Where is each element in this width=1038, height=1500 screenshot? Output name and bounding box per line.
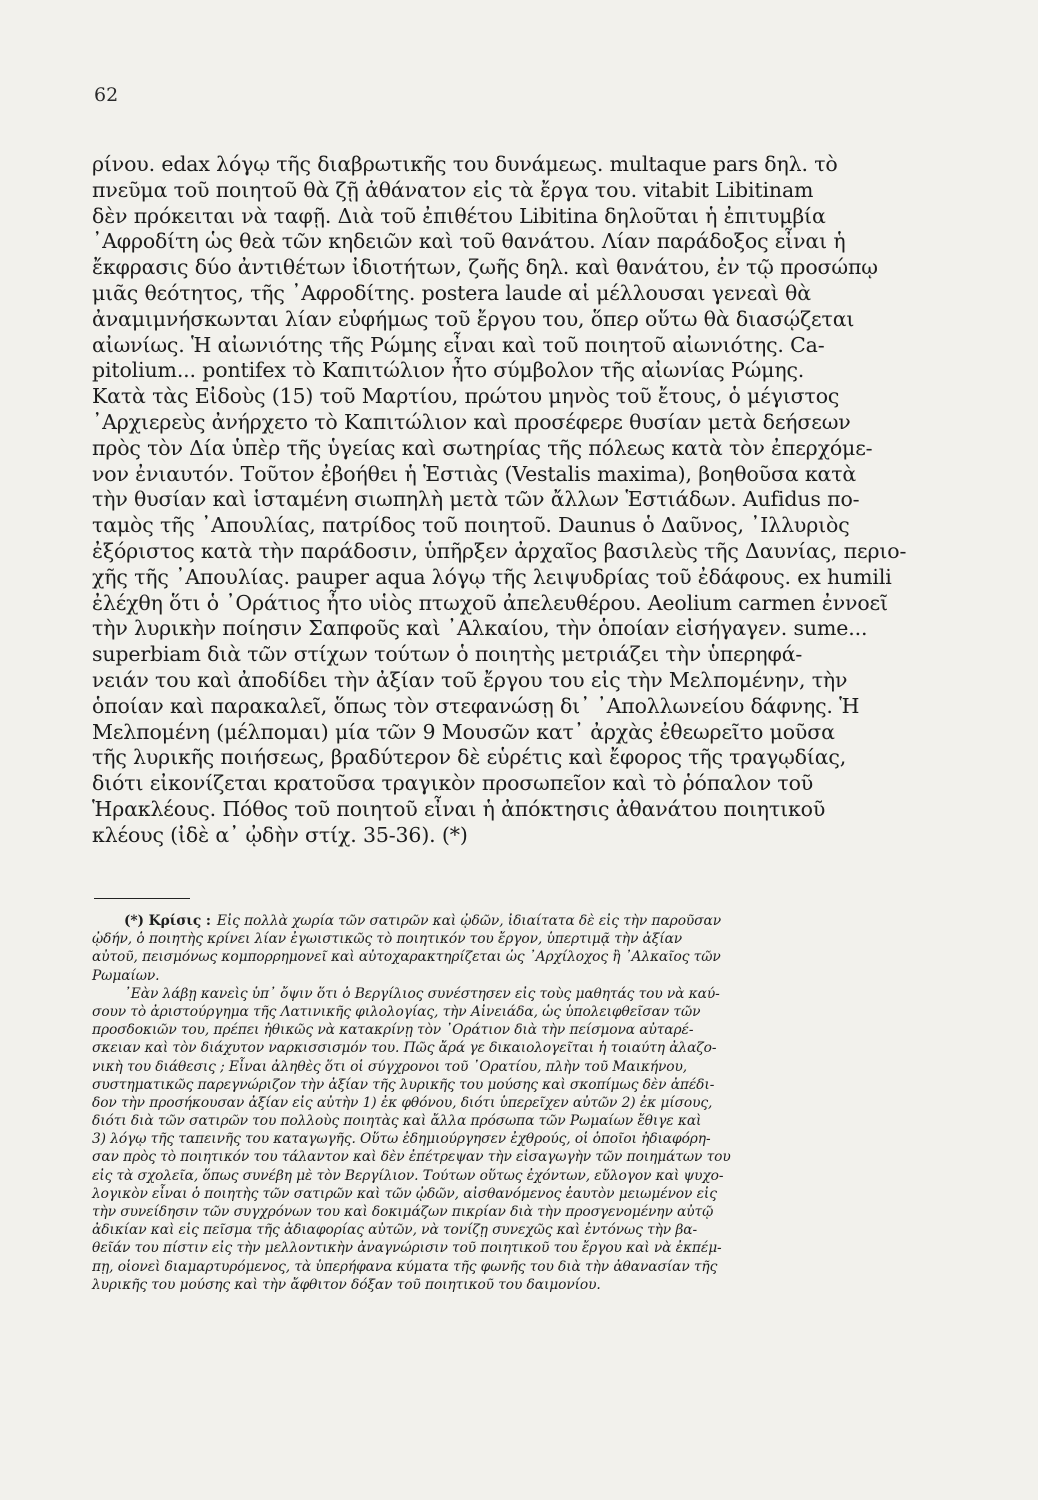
footnote-line: προσδοκιῶν του, πρέπει ἠθικῶς νὰ κατακρίνῃ τὸν ᾿Οράτιον διὰ τὴν πείσμονα αὐταρέ- [92,1022,694,1039]
footnote-line: πῃ, οἱονεὶ διαμαρτυρόμενος, τὰ ὑπερήφανα κύματα τῆς φωνῆς του διὰ τὴν ἀθανασίαν τῆς [92,1258,718,1275]
footnote-line: ἀδικίαν καὶ εἰς πεῖσμα τῆς ἀδιαφορίας αὐτῶν, νὰ τονίζῃ συνεχῶς καὶ ἐντόνως τὴν βα- [92,1222,698,1239]
text-line: ταμὸς τῆς ᾿Απουλίας, πατρίδος τοῦ ποιητοῦ. Daunus ὁ Δαῦνος, ᾿Ιλλυριὸς [92,513,850,538]
footnote-line: αὐτοῦ, πεισμόνως κομπορρημονεῖ καὶ αὐτοχαρακτηρίζεται ὡς ᾿Αρχίλοχος ἢ ᾿Αλκαῖος τῶν [92,949,721,966]
text-line: μιᾶς θεότητος, τῆς ᾿Αφροδίτης. postera laude αἱ μέλλουσαι γενεαὶ θὰ [92,280,811,305]
footnote-line [92,912,945,930]
footnote-line: λογικὸν εἶναι ὁ ποιητὴς τῶν σατιρῶν καὶ τῶν ᾠδῶν, αἰσθανόμενος ἑαυτὸν μειωμένον εἰς [92,1185,717,1202]
text-line: ἐξόριστος κατὰ τὴν παράδοσιν, ὑπῆρξεν ἀρχαῖος βασιλεὺς τῆς Δαυνίας, περιο- [92,538,907,563]
footnote-line: 3) λόγῳ τῆς ταπεινῆς του καταγωγῆς. Οὕτω ἐδημιούργησεν ἐχθρούς, οἱ ὁποῖοι ἠδιαφόρη- [92,1131,711,1148]
text-line: Κατὰ τὰς Εἰδοὺς (15) τοῦ Μαρτίου, πρώτου μηνὸς τοῦ ἔτους, ὁ μέγιστος [92,384,840,409]
text-line: πρὸς τὸν Δία ὑπὲρ τῆς ὑγείας καὶ σωτηρίας τῆς πόλεως κατὰ τὸν ἐπερχόμε- [92,435,873,460]
main-text [92,152,945,849]
text-line: superbiam διὰ τῶν στίχων τούτων ὁ ποιητὴς μετριάζει τὴν ὑπερηφά- [92,642,803,667]
text-line: χῆς τῆς ᾿Απουλίας. pauper aqua λόγῳ τῆς λειψυδρίας τοῦ ἐδάφους. ex humili [92,564,892,589]
footnote-line: λυρικῆς του μούσης καὶ τὴν ἄφθιτον δόξαν τοῦ ποιητικοῦ του δαιμονίου. [92,1276,601,1293]
text-line: ἐλέχθη ὅτι ὁ ᾿Οράτιος ἦτο υἱὸς πτωχοῦ ἀπελευθέρου. Aeolium carmen ἐννοεῖ [92,590,888,615]
footnote-block [92,912,945,1294]
footnote-line: τὴν συνείδησιν τῶν συγχρόνων του καὶ δοκιμάζων πικρίαν διὰ τὴν προσγενομένην αὐτῷ [92,1204,714,1220]
text-line: νον ἐνιαυτόν. Τοῦτον ἐβοήθει ἡ Ἑστιὰς (Vestalis maxima), βοηθοῦσα κατὰ [92,461,857,486]
page-number: 62 [94,84,119,106]
text-line: Μελπομένη (μέλπομαι) μία τῶν 9 Μουσῶν κατ᾿ ἀρχὰς ἐθεωρεῖτο μοῦσα [92,719,835,744]
footnote-line: νικὴ του διάθεσις ; Εἶναι ἀληθὲς ὅτι οἱ σύγχρονοι τοῦ ᾿Ορατίου, πλὴν τοῦ Μαικήνου, [92,1058,688,1075]
text-line: ᾿Αρχιερεὺς ἀνήρχετο τὸ Καπιτώλιον καὶ προσέφερε θυσίαν μετὰ δεήσεων [92,409,851,434]
text-line: ἔκφρασις δύο ἀντιθέτων ἰδιοτήτων, ζωῆς δηλ. καὶ θανάτου, ἐν τῷ προσώπῳ [92,255,878,280]
text-line: ᾿Αφροδίτη ὡς θεὰ τῶν κηδειῶν καὶ τοῦ θανάτου. Λίαν παράδοξος εἶναι ἡ [92,229,846,254]
text-line: πνεῦμα τοῦ ποιητοῦ θὰ ζῇ ἀθάνατον εἰς τὰ ἔργα του. vitabit Libitinam [92,177,814,202]
footnote-text: Εἰς πολλὰ χωρία τῶν σατιρῶν καὶ ᾠδῶν, ἰδιαίτατα δὲ εἰς τὴν παροῦσαν [216,913,722,929]
text-line: κλέους (ἰδὲ α᾿ ᾠδὴν στίχ. 35-36). (*) [92,822,468,847]
text-line: ἀναμιμνήσκωνται λίαν εὐφήμως τοῦ ἔργου του, ὅπερ οὕτω θὰ διασῴζεται [92,306,855,331]
text-line: νειάν του καὶ ἀποδίδει τὴν ἀξίαν τοῦ ἔργου του εἰς τὴν Μελπομένην, τὴν [92,667,848,692]
text-line: τῆς λυρικῆς ποιήσεως, βραδύτερον δὲ εὑρέτις καὶ ἔφορος τῆς τραγῳδίας, [92,745,847,770]
footnote-line: διότι διὰ τῶν σατιρῶν του πολλοὺς ποιητὰς καὶ ἄλλα πρόσωπα τῶν Ρωμαίων ἔθιγε καὶ [92,1113,702,1130]
footnote-line: συστηματικῶς παρεγνώριζον τὴν ἀξίαν τῆς λυρικῆς του μούσης καὶ σκοπίμως δὲν ἀπέδι- [92,1076,715,1093]
text-line: διότι εἰκονίζεται κρατοῦσα τραγικὸν προσωπεῖον καὶ τὸ ῥόπαλον τοῦ [92,771,814,796]
text-line: ὁποίαν καὶ παρακαλεῖ, ὅπως τὸν στεφανώσῃ δι᾿ ᾿Απολλωνείου δάφνης. Ἡ [92,693,860,718]
footnote-line: σουν τὸ ἀριστούργημα τῆς Λατινικῆς φιλολογίας, τὴν Αἰνειάδα, ὡς ὑπολειφθεῖσαν τῶν [92,1003,701,1020]
footnote-line: ᾿Εὰν λάβῃ κανεὶς ὑπ᾿ ὄψιν ὅτι ὁ Βεργίλιος συνέστησεν εἰς τοὺς μαθητάς του νὰ καύ- [124,985,720,1002]
text-line: δὲν πρόκειται νὰ ταφῇ. Διὰ τοῦ ἐπιθέτου Libitina δηλοῦται ἡ ἐπιτυμβία [92,203,826,228]
footnote-line: σαν πρὸς τὸ ποιητικόν του τάλαντον καὶ δὲν ἐπέτρεψαν τὴν εἰσαγωγὴν τῶν ποιημάτων του [92,1149,731,1166]
footnote-marker: (*) Κρίσις : [124,913,211,929]
footnote-line: σκειαν καὶ τὸν διάχυτον ναρκισσισμόν του. Πῶς ἄρά γε δικαιολογεῖται ἡ τοιαύτη ἀλαζο- [92,1040,717,1057]
footnote-line: θεῖάν του πίστιν εἰς τὴν μελλοντικὴν ἀναγνώρισιν τοῦ ποιητικοῦ του ἔργου καὶ νὰ ἐκπέμ- [92,1240,722,1257]
text-line: Ἡρακλέους. Πόθος τοῦ ποιητοῦ εἶναι ἡ ἀπόκτησις ἀθανάτου ποιητικοῦ [92,796,826,821]
text-line: pitolium... pontifex τὸ Καπιτώλιον ἦτο σύμβολον τῆς αἰωνίας Ρώμης. [92,358,805,383]
footnote-line: Ρωμαίων. [92,967,160,984]
text-line: τὴν θυσίαν καὶ ἱσταμένη σιωπηλὴ μετὰ τῶν ἄλλων Ἑστιάδων. Aufidus πο- [92,487,860,512]
footnote-divider [94,898,190,899]
footnote-line: δον τὴν προσήκουσαν ἀξίαν εἰς αὐτὴν 1) ἐκ φθόνου, διότι ὑπερεῖχεν αὐτῶν 2) ἐκ μίσους, [92,1094,713,1111]
text-line: ρίνου. edax λόγῳ τῆς διαβρωτικῆς του δυνάμεως. multaque pars δηλ. τὸ [92,152,838,176]
footnote-line: ᾠδήν, ὁ ποιητὴς κρίνει λίαν ἐγωιστικῶς τὸ ποιητικόν του ἔργον, ὑπερτιμᾷ τὴν ἀξίαν [92,931,683,948]
footnote-line: εἰς τὰ σχολεῖα, ὅπως συνέβη μὲ τὸν Βεργίλιον. Τούτων οὕτως ἐχόντων, εὔλογον καὶ ψυχο- [92,1167,724,1184]
text-line: τὴν λυρικὴν ποίησιν Σαπφοῦς καὶ ᾿Αλκαίου, τὴν ὁποίαν εἰσήγαγεν. sume... [92,616,868,641]
text-line: αἰωνίως. Ἡ αἰωνιότης τῆς Ρώμης εἶναι καὶ τοῦ ποιητοῦ αἰωνιότης. Ca- [92,332,825,357]
